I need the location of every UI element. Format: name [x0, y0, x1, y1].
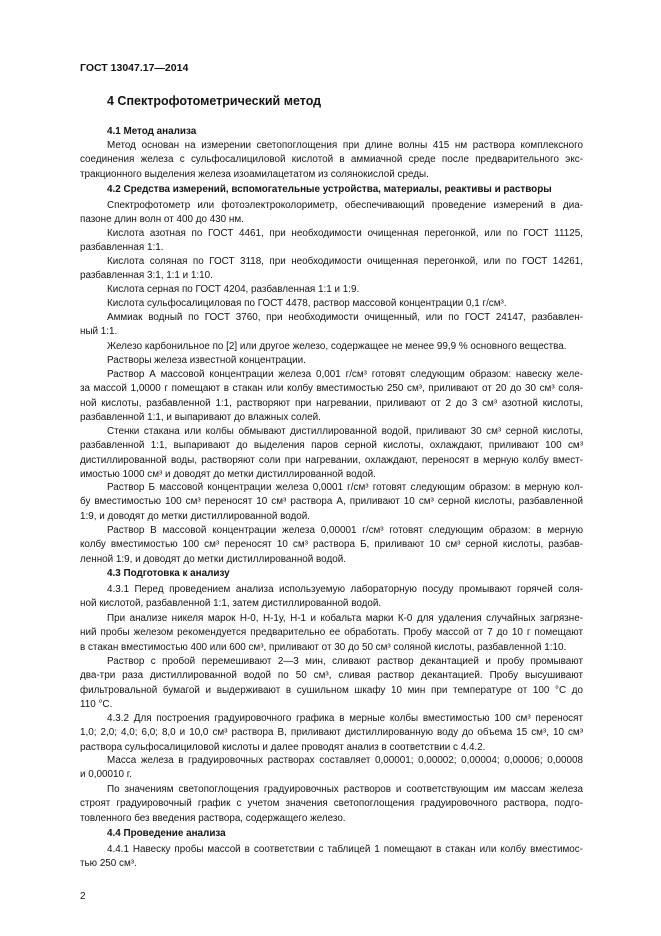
text-line: ной кислоты, разбавленной 1:1, растворяют при нагревании, приливают от 2 до 3 см³ азотной кислоты, [80, 397, 583, 409]
text-line: Кислота азотная по ГОСТ 4461, при необходимости очищенная перегонкой, или по ГОСТ 11125, [107, 228, 583, 239]
paragraph [80, 199, 583, 228]
text-line: бу вместимостью 100 см³ переносят 10 см³ раствора А, приливают 10 см³ серной кислоты, разбавленной [80, 496, 583, 508]
paragraph [80, 255, 583, 284]
text-line: Спектрофотометр или фотоэлектроколориметр, обеспечивающий проведение измерений в диа- [107, 200, 583, 211]
text-line: Масса железа в градуировочных растворах составляет 0,00001; 0,00002; 0,00004; 0,00006; 0,00008 [107, 755, 583, 766]
text-line: Кислота сульфосалициловая по ГОСТ 4478, раствор массовой концентрации 0,1 г/см³. [107, 298, 507, 309]
text-line: товленного без введения раствора, содержащего железо. [80, 812, 346, 824]
text-line: тракционного выделения железа изоамилацетатом из солянокислой среды. [80, 168, 429, 180]
subsection-heading: 4.4 Проведение анализа [107, 828, 226, 839]
text-line: Кислота соляная по ГОСТ 3118, при необходимости очищенная перегонкой, или по ГОСТ 14261, [107, 256, 583, 267]
text-line: раствора сульфосалициловой кислоты и далее проводят анализ в соответствии с 4.4.2. [80, 741, 486, 753]
text-line: Раствор Б массовой концентрации железа 0,0001 г/см³ готовят следующим образом: в мерную кол- [107, 482, 583, 493]
text-line: 110 °С. [80, 698, 113, 710]
text-line: 4.3.2 Для построения градуировочного графика в мерные колбы вместимостью 100 см³ переносят [107, 713, 583, 724]
text-line: соединения железа с сульфосалициловой кислотой в аммиачной среде после предварительного экс- [80, 154, 583, 166]
paragraph [80, 583, 583, 612]
paragraph [80, 481, 583, 524]
text-line: Метод основан на измерении светопоглощения при длине волны 415 нм раствора комплексного [107, 140, 583, 151]
paragraph [80, 783, 583, 826]
text-line: При анализе никеля марок Н-0, Н-1у, Н-1 и кобальта марки К-0 для удаления случайных загрязне- [107, 613, 583, 624]
paragraph [80, 712, 583, 755]
paragraph [80, 340, 583, 354]
text-line: Раствор с пробой перемешивают 2—3 мин, сливают раствор декантацией и пробу промывают [107, 656, 583, 667]
paragraph [80, 227, 583, 256]
text-line: пазоне длин волн от 400 до 430 нм. [80, 214, 244, 226]
text-line: Стенки стакана или колбы обмывают дистиллированной водой, приливают 30 см³ серной кислоты, [107, 426, 583, 437]
page-number: 2 [80, 891, 86, 902]
paragraph [80, 311, 583, 340]
paragraph [80, 524, 583, 567]
text-line: имостью 1000 см³ и доводят до метки дистиллированной водой. [80, 468, 376, 480]
text-line: Растворы железа известной концентрации. [107, 355, 306, 366]
paragraph [80, 754, 583, 783]
text-line: ной кислотой, разбавленной 1:1, затем дистиллированной водой. [80, 598, 382, 610]
paragraph [80, 354, 583, 368]
paragraph [80, 843, 583, 872]
text-line: тью 250 см³. [80, 858, 137, 870]
paragraph [80, 655, 583, 712]
text-line: два-три раза дистиллированной водой по 50 см³, сливая раствор декантацией. Пробу высушивают [80, 670, 583, 682]
section-title: 4 Спектрофотометрический метод [107, 94, 322, 108]
text-line: ний пробы железом рекомендуется предварительно ее обработать. Пробу массой от 7 до 10 г помещают [80, 627, 583, 639]
text-line: в стакан вместимостью 400 или 600 см³, приливают от 30 до 50 см³ соляной кислоты, разбавленной 1:10. [80, 641, 567, 653]
text-line: фильтровальной бумагой и выдерживают в сушильном шкафу 10 мин при температуре от 100 °С до [80, 684, 583, 696]
paragraph [80, 612, 583, 655]
text-line: ленной 1:9, и доводят до метки дистиллированной водой. [80, 553, 346, 565]
text-line: Раствор В массовой концентрации железа 0,00001 г/см³ готовят следующим образом: в мерную [107, 525, 583, 536]
text-line: 4.4.1 Навеску пробы массой в соответствии с таблицей 1 помещают в стакан или колбу вместимос- [107, 844, 583, 855]
text-line: за массой 1,0000 г помещают в стакан или колбу вместимостью 250 см³, приливают от 20 до 30 см³ соля- [80, 383, 583, 395]
text-line: разбавленная 1:1. [80, 242, 164, 254]
paragraph [80, 368, 583, 425]
text-line: Кислота серная по ГОСТ 4204, разбавленная 1:1 и 1:9. [107, 284, 360, 295]
text-line: разбавленной 1:1, и выпаривают до влажных солей. [80, 411, 321, 423]
text-line: и 0,00010 г. [80, 769, 132, 781]
paragraph [80, 283, 583, 297]
subsection-heading: 4.1 Метод анализа [107, 126, 197, 137]
doc-header-number: ГОСТ 13047.17—2014 [80, 62, 189, 74]
text-line: разбавленная 3:1, 1:1 и 1:10. [80, 270, 213, 282]
text-line: строят градуировочный график с учетом значения светопоглощения градуировочного раствора, подго- [80, 798, 583, 810]
text-line: Аммиак водный по ГОСТ 3760, при необходимости очищенный, или по ГОСТ 24147, разбавлен- [107, 312, 583, 323]
subsection-heading: 4.2 Средства измерений, вспомогательные устройства, материалы, реактивы и растворы [107, 184, 552, 195]
text-line: 1,0; 2,0; 4,0; 6,0; 8,0 и 10,0 см³ раствора В, приливают дистиллированную воду до объема 15 см³, 10 см³ [80, 727, 583, 739]
subsection-heading: 4.3 Подготовка к анализу [107, 568, 230, 579]
paragraph [80, 425, 583, 482]
paragraph [80, 297, 583, 311]
text-line: разбавленной 1:1, выпаривают до выделения паров серной кислоты, охлаждают, приливают 100 см³ [80, 440, 583, 452]
text-line: Раствор А массовой концентрации железа 0,001 г/см³ готовят следующим образом: навеску желе- [107, 369, 583, 380]
text-line: Железо карбонильное по [2] или другое железо, содержащее не менее 99,9 % основного вещества. [107, 341, 567, 352]
text-line: 1:9, и доводят до метки дистиллированной водой. [80, 510, 311, 522]
text-line: колбу вместимостью 100 см³ переносят 10 см³ раствора Б, приливают 10 см³ серной кислоты, разбав- [80, 539, 583, 551]
paragraph [80, 139, 583, 182]
text-line: По значениям светопоглощения градуировочных растворов и соответствующим им массам железа [107, 784, 583, 795]
text-line: ный 1:1. [80, 326, 118, 338]
text-line: дистиллированной воды, растворяют соли при нагревании, охлаждают, переносят в мерную колбу вмест- [80, 454, 583, 466]
text-line: 4.3.1 Перед проведением анализа используемую лабораторную посуду промывают горячей соля- [107, 584, 583, 595]
